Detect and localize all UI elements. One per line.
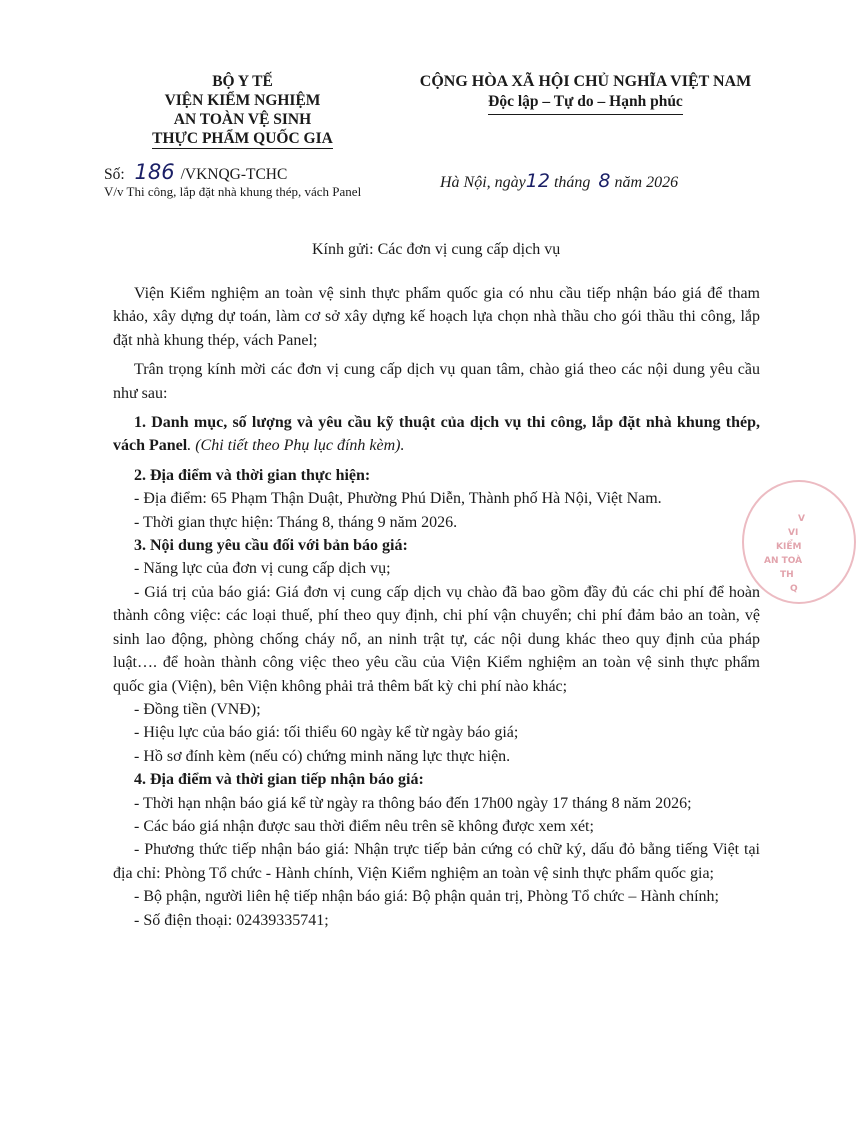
date-month-label: tháng — [553, 174, 591, 191]
document-number-code: /VKNQG-TCHC — [180, 166, 288, 183]
institute-name-line2: AN TOÀN VỆ SINH — [173, 111, 312, 128]
national-header — [388, 72, 783, 115]
issue-date — [440, 170, 678, 192]
stamp-text-4: AN TOÀ — [764, 556, 803, 566]
document-number-label: Số: — [104, 166, 125, 183]
section-4-phone: - Số điện thoại: 02439335741; — [134, 911, 329, 929]
section-1-title: 1. Danh mục, số lượng và yêu cầu kỹ thuật của dịch vụ thi công, lắp đặt nhà khung thép, vách Panel — [113, 414, 760, 455]
stamp-text-3: KIỂM — [776, 542, 802, 552]
section-4-contact: - Bộ phận, người liên hệ tiếp nhận báo giá: Bộ phận quản trị, Phòng Tổ chức – Hành chính; — [134, 888, 719, 906]
section-4-method: - Phương thức tiếp nhận báo giá: Nhận trực tiếp bản cứng có chữ ký, dấu đỏ bằng tiếng Việt tại địa chỉ: Phòng Tổ chức - Hành chính, Viện Kiểm nghiệm an toàn vệ sinh thực phẩm quốc gia; — [113, 841, 760, 882]
issuer-header — [120, 72, 365, 148]
document-number-handwritten: 186 — [134, 160, 175, 184]
section-2-location: - Địa điểm: 65 Phạm Thận Duật, Phường Phú Diễn, Thành phố Hà Nội, Việt Nam. — [134, 490, 662, 508]
intro-paragraph: Viện Kiểm nghiệm an toàn vệ sinh thực phẩm quốc gia có nhu cầu tiếp nhận báo giá để tham khảo, xây dựng dự toán, làm cơ sở xây dựng kế hoạch lựa chọn nhà thầu cho gói thầu thi công, lắp đặt nhà khung thép, vách Panel; — [113, 285, 760, 349]
red-seal-stamp — [742, 480, 856, 604]
national-motto: Độc lập – Tự do – Hạnh phúc — [488, 92, 683, 115]
recipient-line: Kính gửi: Các đơn vị cung cấp dịch vụ — [312, 241, 561, 258]
date-year: năm 2026 — [614, 174, 679, 191]
section-3-validity: - Hiệu lực của báo giá: tối thiểu 60 ngày kể từ ngày báo giá; — [134, 724, 519, 742]
country-name: CỘNG HÒA XÃ HỘI CHỦ NGHĨA VIỆT NAM — [419, 73, 752, 90]
stamp-text-5: TH — [780, 570, 794, 580]
stamp-text-1: V — [798, 514, 805, 524]
stamp-text-2: VI — [788, 528, 799, 538]
section-4-title: 4. Địa điểm và thời gian tiếp nhận báo giá: — [134, 771, 424, 789]
section-1 — [113, 411, 760, 458]
document-number — [104, 160, 287, 184]
date-day-handwritten: 12 — [525, 170, 550, 192]
institute-name-line3: THỰC PHẨM QUỐC GIA — [152, 130, 333, 147]
date-prefix: Hà Nội, ngày — [440, 174, 526, 191]
section-1-note: . (Chi tiết theo Phụ lục đính kèm). — [187, 437, 405, 455]
document-body — [113, 282, 760, 932]
section-4-deadline: - Thời hạn nhận báo giá kể từ ngày ra thông báo đến 17h00 ngày 17 tháng 8 năm 2026; — [134, 794, 692, 812]
ministry-name: BỘ Y TẾ — [212, 73, 273, 90]
section-3-capacity: - Năng lực của đơn vị cung cấp dịch vụ; — [134, 560, 391, 578]
stamp-text-6: Q — [790, 584, 798, 594]
section-4-late: - Các báo giá nhận được sau thời điểm nêu trên sẽ không được xem xét; — [134, 817, 594, 835]
section-2-time: - Thời gian thực hiện: Tháng 8, tháng 9 năm 2026. — [134, 513, 458, 531]
section-3-docs: - Hồ sơ đính kèm (nếu có) chứng minh năng lực thực hiện. — [134, 747, 511, 765]
document-subject: V/v Thi công, lắp đặt nhà khung thép, vách Panel — [104, 184, 362, 199]
date-month-handwritten: 8 — [598, 170, 611, 192]
section-3-currency: - Đồng tiền (VNĐ); — [134, 700, 261, 718]
invite-paragraph: Trân trọng kính mời các đơn vị cung cấp dịch vụ quan tâm, chào giá theo các nội dung yêu cầu như sau: — [113, 361, 760, 402]
section-3-title: 3. Nội dung yêu cầu đối với bản báo giá: — [134, 537, 408, 555]
section-2-title: 2. Địa điểm và thời gian thực hiện: — [134, 466, 371, 484]
section-3-value: - Giá trị của báo giá: Giá đơn vị cung cấp dịch vụ chào đã bao gồm đầy đủ các chi phí để hoàn thành công việc: các loại thuế, phí theo quy định, chi phí vận chuyển; chi phí đảm bảo an toàn, vệ sinh lao động, phòng chống cháy nổ, an ninh trật tự, các nội dung khác theo quy định của pháp luật…. để hoàn thành công việc theo yêu cầu của Viện Kiểm nghiệm an toàn vệ sinh thực phẩm quốc gia (Viện), bên Viện không phải trả thêm bất kỳ chi phí nào khác; — [113, 583, 760, 695]
institute-name-line1: VIỆN KIỂM NGHIỆM — [164, 92, 321, 109]
